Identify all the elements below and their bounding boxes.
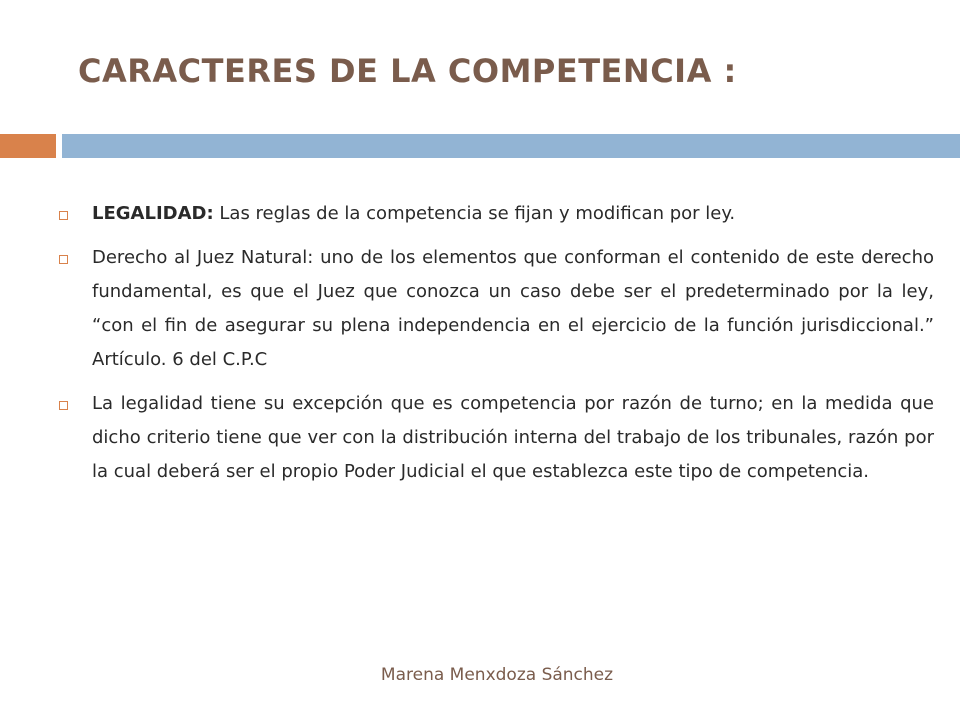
bullet-lead: LEGALIDAD: bbox=[92, 203, 214, 224]
slide-title: CARACTERES DE LA COMPETENCIA : bbox=[78, 52, 737, 90]
square-bullet-icon bbox=[59, 211, 68, 220]
title-divider-blue bbox=[62, 134, 960, 158]
bullet-text: Las reglas de la competencia se fijan y modifican por ley. bbox=[219, 203, 736, 224]
bullet-item-legalidad bbox=[58, 197, 934, 231]
bullet-text: Derecho al Juez Natural: uno de los elementos que conforman el contenido de este derecho fundamental, es que el Juez que conozca un caso debe ser el predeterminado por la ley, “con el fin de asegurar su plena independencia en el ejercicio de la función jurisdiccional.” Artículo. 6 del C.P.C bbox=[92, 247, 934, 370]
square-bullet-icon bbox=[59, 401, 68, 410]
square-bullet-icon bbox=[59, 255, 68, 264]
title-divider-orange bbox=[0, 134, 56, 158]
bullet-list bbox=[58, 197, 934, 499]
bullet-text: La legalidad tiene su excepción que es competencia por razón de turno; en la medida que dicho criterio tiene que ver con la distribución interna del trabajo de los tribunales, razón por la cual deberá ser el propio Poder Judicial el que establezca este tipo de competencia. bbox=[92, 393, 934, 482]
bullet-item-excepcion-turno bbox=[58, 387, 934, 489]
slide-footer-author: Marena Menxdoza Sánchez bbox=[380, 665, 614, 685]
bullet-item-juez-natural bbox=[58, 241, 934, 377]
